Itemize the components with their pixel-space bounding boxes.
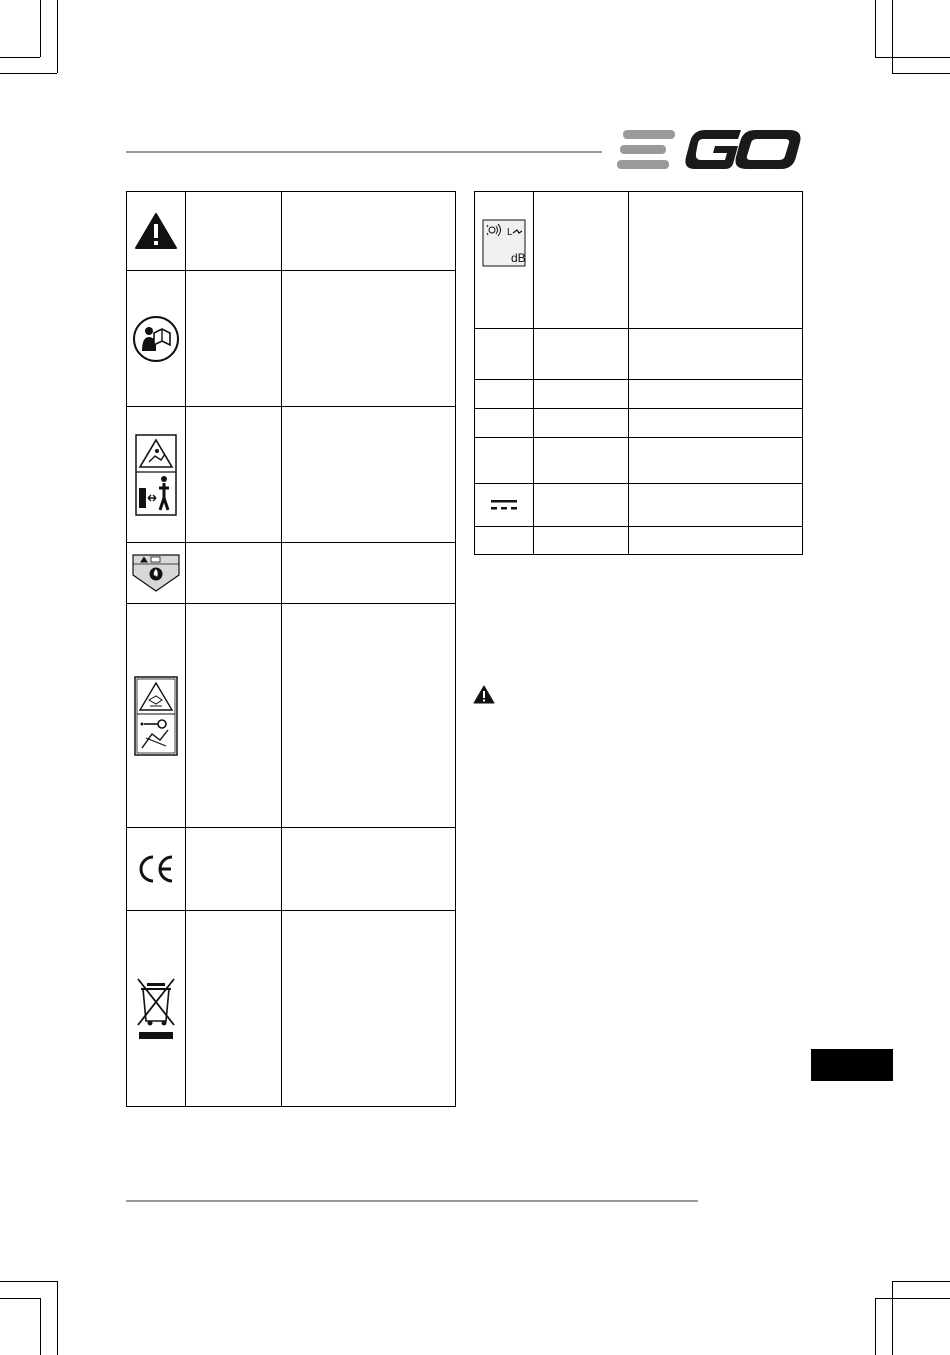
symbol-description [629,484,803,527]
symbol-name [186,828,282,911]
symbol-row-5 [475,438,803,484]
crop-mark-tr-h [892,73,950,74]
symbol-row-remove-key [127,604,456,828]
warning-note [473,685,495,709]
symbol-description [629,380,803,409]
crop-mark-bl-h2 [0,1298,40,1299]
symbol-name [186,407,282,543]
symbol-name [186,911,282,1107]
crop-mark-tl-v [57,0,58,73]
crop-mark-bl-v [57,1281,58,1355]
symbols-table-right [474,191,803,555]
read-manual-icon [132,315,180,363]
symbol-description [629,192,803,329]
symbol-name [534,527,629,555]
symbol-row-ce [127,828,456,911]
symbol-description [282,271,456,407]
symbol-icon-cell [127,407,186,543]
symbol-icon-cell [127,543,186,604]
crop-mark-br-v2 [875,1298,876,1355]
crop-mark-tl-h [0,73,57,74]
crop-mark-br-h [892,1281,950,1282]
warning-triangle-icon [134,212,178,250]
symbol-name [534,192,629,329]
brand-logo [617,126,803,174]
symbol-name [186,604,282,828]
header-rule [126,151,602,153]
language-tab [811,1049,893,1081]
symbol-row-2 [475,329,803,380]
footer-rule [126,1200,698,1202]
crop-mark-tl-h2 [0,57,40,58]
symbol-row-weee [127,911,456,1107]
symbol-description [282,543,456,604]
symbol-name [186,271,282,407]
symbol-name [534,409,629,438]
symbol-icon-cell [475,527,534,555]
symbol-icon-cell [475,192,534,329]
symbol-icon-cell [127,271,186,407]
symbol-name [534,380,629,409]
symbol-description [282,604,456,828]
svg-text:L: L [507,227,513,238]
crossed-bin-icon [135,977,177,1041]
crop-mark-tr-v2 [875,0,876,57]
symbol-description [282,407,456,543]
symbol-icon-cell [475,329,534,380]
symbol-description [629,438,803,484]
symbol-icon-cell [475,380,534,409]
crop-mark-tr-h2 [875,57,950,58]
symbol-row-sound-power [475,192,803,329]
direct-current-icon [491,499,517,511]
symbol-description [629,527,803,555]
symbol-description [629,409,803,438]
symbol-icon-cell [127,192,186,271]
crop-mark-bl-v2 [40,1298,41,1355]
symbol-row-4 [475,409,803,438]
symbol-icon-cell [127,911,186,1107]
symbol-icon-cell [475,438,534,484]
symbol-description [629,329,803,380]
symbol-description [282,828,456,911]
crop-mark-br-h2 [875,1298,950,1299]
symbol-icon-cell [127,828,186,911]
symbol-row-thrown-objects [127,407,456,543]
svg-text:dB: dB [511,251,526,265]
symbol-row-3 [475,380,803,409]
symbol-row-fire-hazard [127,543,456,604]
sound-power-level-icon [482,219,526,267]
warning-triangle-icon [473,685,495,704]
symbol-name [534,329,629,380]
symbol-icon-cell [475,484,534,527]
symbols-table-left [126,191,456,1107]
symbol-row-read-manual [127,271,456,407]
symbol-icon-cell [475,409,534,438]
crop-mark-bl-h [0,1281,57,1282]
symbol-row-safety-alert [127,192,456,271]
crop-mark-br-v [892,1281,893,1355]
ce-mark-icon [136,854,176,884]
symbol-name [186,543,282,604]
thrown-objects-bystander-icon [135,434,177,516]
symbol-description [282,192,456,271]
fire-hazard-label-icon [131,553,181,593]
symbol-name [186,192,282,271]
symbol-name [534,438,629,484]
symbol-row-direct-current [475,484,803,527]
crop-mark-tl-v2 [40,0,41,57]
crop-mark-tr-v [892,0,893,73]
symbol-name [534,484,629,527]
symbol-row-7 [475,527,803,555]
symbol-icon-cell [127,604,186,828]
remove-key-before-maintenance-icon [134,676,178,756]
symbol-description [282,911,456,1107]
